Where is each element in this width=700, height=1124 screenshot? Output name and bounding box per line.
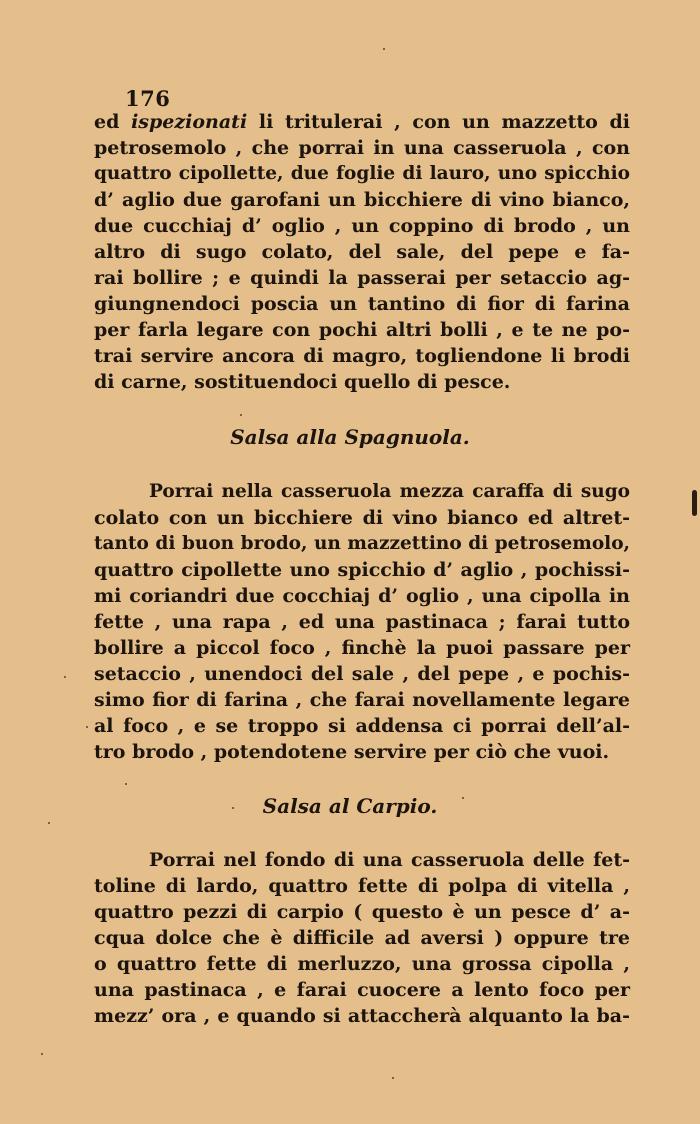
text-line: trai servire ancora di magro, togliendone li brodi bbox=[94, 345, 630, 367]
text-line: giungnendoci poscia un tantino di fior di farina bbox=[94, 293, 630, 315]
scan-speck bbox=[41, 1053, 43, 1055]
text-line: quattro pezzi di carpio ( questo è un pesce d’ a- bbox=[94, 901, 630, 923]
text-line: simo fior di farina , che farai novellamente legare bbox=[94, 689, 630, 711]
text-line: quattro cipollette, due foglie di lauro, uno spicchio bbox=[94, 163, 630, 184]
scan-speck bbox=[240, 414, 242, 416]
text-line: Porrai nella casseruola mezza caraffa di sugo bbox=[149, 481, 630, 502]
scan-speck bbox=[125, 783, 127, 785]
text-line: o quattro fette di merluzzo, una grossa cipolla , bbox=[94, 953, 630, 975]
scan-speck bbox=[86, 726, 88, 728]
page-number: 176 bbox=[125, 86, 171, 111]
text-line: al foco , e se troppo si addensa ci porrai dell’al- bbox=[94, 715, 630, 737]
text-line: Porrai nel fondo di una casseruola delle fet- bbox=[149, 849, 630, 871]
text-line: altro di sugo colato, del sale, del pepe e fa- bbox=[94, 241, 630, 263]
text-line: ed ispezionati li tritulerai , con un mazzetto di bbox=[94, 111, 630, 133]
text-line: di carne, sostituendoci quello di pesce. bbox=[94, 371, 511, 393]
page-edge-mark bbox=[692, 490, 697, 516]
scan-speck bbox=[232, 807, 234, 809]
text-line: mi coriandri due cocchiaj d’ oglio , una cipolla in bbox=[94, 585, 630, 607]
text-line: una pastinaca , e farai cuocere a lento foco per bbox=[94, 979, 630, 1001]
text-line: due cucchiaj d’ oglio , un coppino di brodo , un bbox=[94, 215, 630, 237]
text-line: mezz’ ora , e quando si attaccherà alquanto la ba- bbox=[94, 1005, 630, 1027]
text-line: setaccio , unendoci del sale , del pepe , e pochis- bbox=[94, 663, 630, 685]
scan-speck bbox=[383, 48, 385, 50]
text-line: d’ aglio due garofani un bicchiere di vino bianco, bbox=[94, 189, 630, 211]
scan-speck bbox=[64, 676, 66, 678]
text-line: bollire a piccol foco , finchè la puoi passare per bbox=[94, 637, 630, 659]
section-heading: Salsa alla Spagnuola. bbox=[230, 425, 470, 449]
text-line: fette , una rapa , ed una pastinaca ; farai tutto bbox=[94, 611, 630, 633]
section-heading: Salsa al Carpio. bbox=[262, 794, 438, 818]
text-line: quattro cipollette uno spicchio d’ aglio , pochissi- bbox=[94, 559, 630, 581]
scan-speck bbox=[462, 797, 464, 799]
text-line: cqua dolce che è difficile ad aversi ) oppure tre bbox=[94, 927, 630, 949]
text-line: petrosemolo , che porrai in una casseruola , con bbox=[94, 137, 630, 159]
scan-speck bbox=[392, 1077, 394, 1079]
scan-speck bbox=[48, 822, 50, 824]
text-line: rai bollire ; e quindi la passerai per setaccio ag- bbox=[94, 267, 630, 289]
text-line: tanto di buon brodo, un mazzettino di petrosemolo, bbox=[94, 533, 630, 554]
text-line: per farla legare con pochi altri bolli , e te ne po- bbox=[94, 319, 630, 341]
text-line: colato con un bicchiere di vino bianco ed altret- bbox=[94, 507, 630, 529]
text-line: toline di lardo, quattro fette di polpa di vitella , bbox=[94, 875, 630, 897]
text-line: tro brodo , potendotene servire per ciò che vuoi. bbox=[94, 741, 610, 763]
